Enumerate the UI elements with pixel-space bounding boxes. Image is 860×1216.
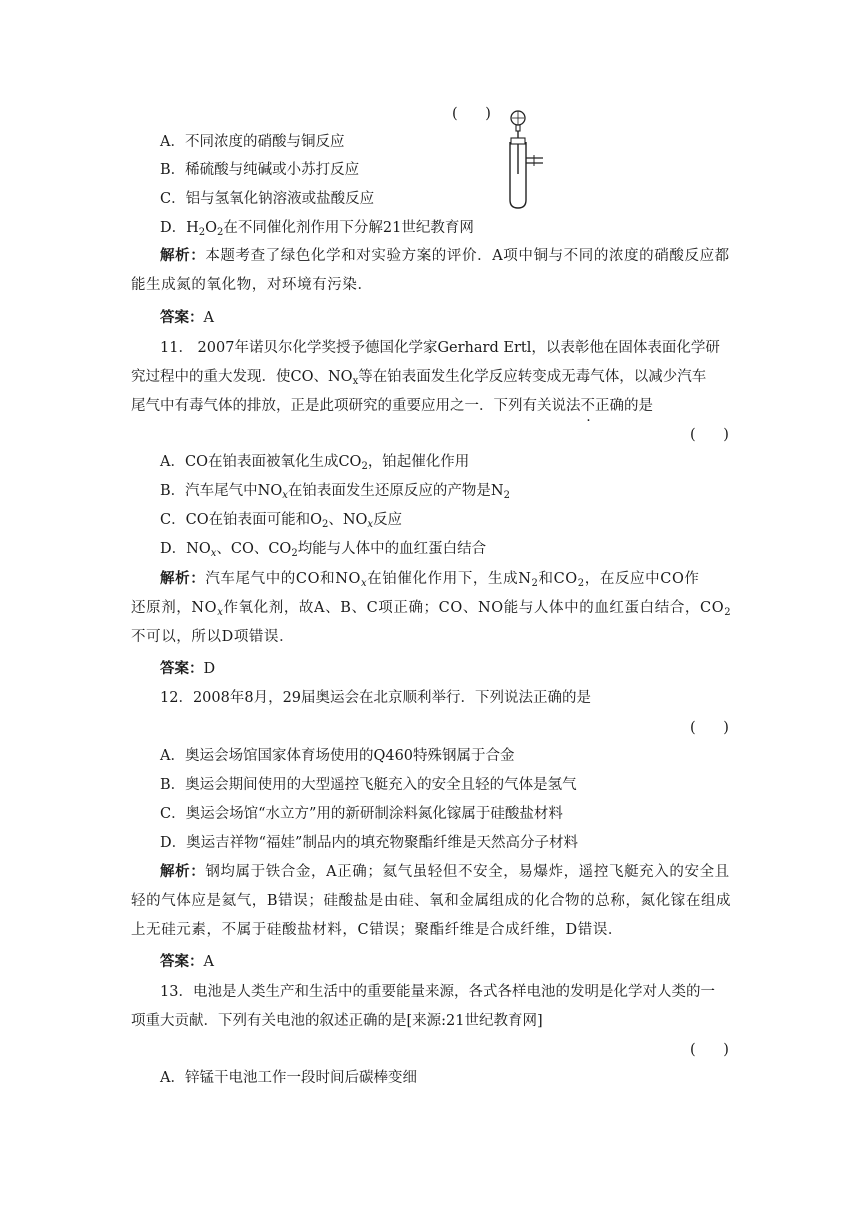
test-tube-apparatus-icon: [498, 108, 548, 212]
q12-answer: 答案：A: [160, 953, 214, 970]
q11-stem: 11． 2007年诺贝尔化学奖授予德国化学家Gerhard Ertl，以表彰他在固体表面化学研: [160, 340, 720, 356]
q11-option-c: C．CO在铂表面可能和$O_2$、$NO_x$反应: [160, 512, 403, 530]
q10-option-d: D．$H_2O_2$在不同催化剂作用下分解21世纪教育网: [160, 220, 474, 238]
q11-option-a: A．CO在铂表面被氧化生成$CO_2$，铂起催化作用: [160, 454, 470, 472]
q12-stem: 12．2008年8月，29届奥运会在北京顺利举行．下列说法正确的是: [160, 690, 592, 706]
q12-option-d: D．奥运吉祥物“福娃”制品内的填充物聚酯纤维是天然高分子材料: [160, 835, 578, 851]
q11-stem-cont: 究过程中的重大发现．使CO、$NO_x$等在铂表面发生化学反应转变成无毒气体，以减少汽车: [131, 369, 707, 387]
q11-option-b: B．汽车尾气中$NO_x$在铂表面发生还原反应的产物是$N_2$: [160, 483, 510, 501]
q13-option-a: A．锌锰干电池工作一段时间后碳棒变细: [160, 1070, 417, 1086]
q12-option-a: A．奥运会场馆国家体育场使用的Q460特殊钢属于合金: [160, 748, 515, 764]
q12-analysis: 解析：钢均属于铁合金，A正确；氦气虽轻但不安全，易爆炸，遥控飞艇充入的安全且: [160, 863, 730, 880]
q11-analysis-cont: 还原剂，$NO_x$作氧化剂，故A、B、C项正确；CO、NO能与人体中的血红蛋白结合，$CO_2$: [131, 600, 732, 618]
q11-answer-bracket: ( ): [690, 427, 729, 443]
q13-stem-cont: 项重大贡献．下列有关电池的叙述正确的是[来源:21世纪教育网]: [131, 1013, 543, 1029]
q12-analysis-cont2: 上无硅元素，不属于硅酸盐材料，C错误；聚酯纤维是合成纤维，D错误．: [131, 922, 624, 938]
q11-analysis-cont2: 不可以，所以D项错误．: [131, 629, 295, 645]
q13-stem: 13．电池是人类生产和生活中的重要能量来源，各式各样电池的发明是化学对人类的一: [160, 984, 715, 1000]
q11-answer: 答案：D: [160, 660, 216, 677]
q10-option-b: B．稀硫酸与纯碱或小苏打反应: [160, 162, 360, 178]
q11-stem-cont2: 尾气中有毒气体的排放，正是此项研究的重要应用之一．下列有关说法不正确的是: [131, 398, 653, 414]
q12-analysis-cont: 轻的气体应是氦气，B错误；硅酸盐是由硅、氧和金属组成的化合物的总称，氮化镓在组成: [131, 893, 732, 909]
q10-analysis-cont: 能生成氮的氧化物，对环境有污染．: [131, 277, 373, 293]
q10-option-c: C．铝与氢氧化钠溶液或盐酸反应: [160, 191, 375, 207]
q11-analysis: 解析：汽车尾气中的CO和$NO_x$在铂催化作用下，生成$N_2$和$CO_2$，在反应中CO作: [160, 570, 700, 589]
q13-answer-bracket: ( ): [690, 1042, 729, 1058]
q12-option-c: C．奥运会场馆“水立方”用的新研制涂料氮化镓属于硅酸盐材料: [160, 806, 563, 822]
q11-option-d: D．$NO_x$、CO、$CO_2$均能与人体中的血红蛋白结合: [160, 541, 487, 559]
q10-analysis: 解析：本题考查了绿色化学和对实验方案的评价．A项中铜与不同的浓度的硝酸反应都: [160, 247, 730, 264]
q12-option-b: B．奥运会期间使用的大型遥控飞艇充入的安全且轻的气体是氢气: [160, 777, 577, 793]
q10-answer-bracket: ( ): [452, 106, 491, 122]
q12-answer-bracket: ( ): [690, 720, 729, 736]
q10-answer: 答案：A: [160, 309, 214, 326]
q10-option-a: A．不同浓度的硝酸与铜反应: [160, 134, 345, 150]
